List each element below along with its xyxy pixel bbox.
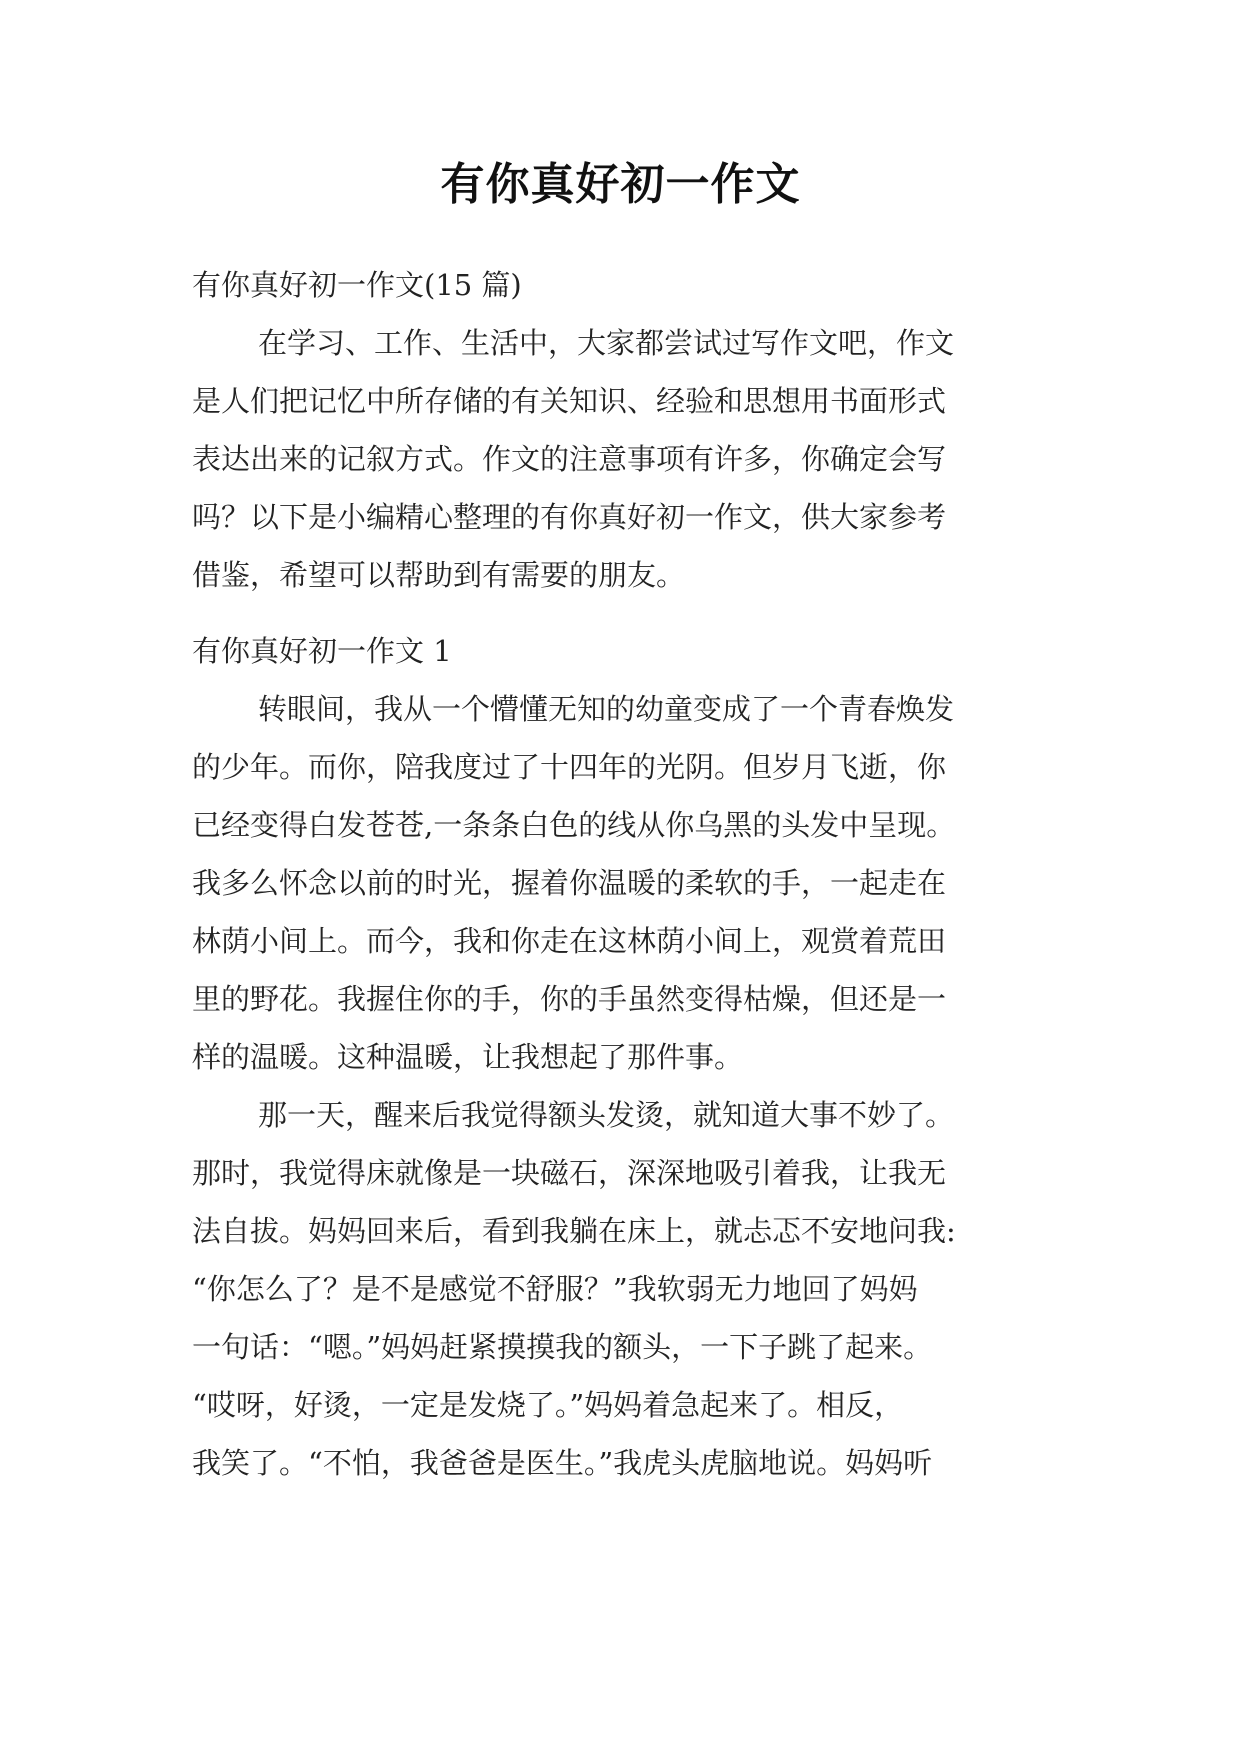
intro-paragraph — [192, 314, 1062, 604]
paragraph-line: 样的温暖。这种温暖，让我想起了那件事。 — [192, 1040, 744, 1074]
paragraph-line: 林荫小间上。而今，我和你走在这林荫小间上，观赏着荒田 — [192, 924, 947, 958]
paragraph-line: 的少年。而你，陪我度过了十四年的光阴。但岁月飞逝，你 — [192, 750, 947, 784]
paragraph-line: 我多么怀念以前的时光，握着你温暖的柔软的手，一起走在 — [192, 866, 947, 900]
paragraph-line: 我笑了。“不怕，我爸爸是医生。”我虎头虎脑地说。妈妈听 — [192, 1446, 933, 1480]
paragraph-line: “你怎么了？是不是感觉不舒服？”我软弱无力地回了妈妈 — [192, 1272, 918, 1306]
paragraph-line: 已经变得白发苍苍,一条条白色的线从你乌黑的头发中呈现。 — [192, 808, 956, 842]
intro-line: 表达出来的记叙方式。作文的注意事项有许多，你确定会写 — [192, 442, 947, 476]
body-paragraph-2 — [192, 1086, 1062, 1492]
paragraph-line: “哎呀，好烫，一定是发烧了。”妈妈着急起来了。相反， — [192, 1388, 904, 1422]
paragraph-line: 法自拔。妈妈回来后，看到我躺在床上，就忐忑不安地问我: — [192, 1214, 956, 1248]
paragraph-line: 那时，我觉得床就像是一块磁石，深深地吸引着我，让我无 — [192, 1156, 947, 1190]
intro-line: 借鉴，希望可以帮助到有需要的朋友。 — [192, 558, 686, 592]
intro-line: 吗？以下是小编精心整理的有你真好初一作文，供大家参考 — [192, 500, 947, 534]
document-subtitle-block — [192, 256, 1062, 314]
section-heading: 有你真好初一作文 1 — [192, 634, 452, 668]
intro-line: 是人们把记忆中所存储的有关知识、经验和思想用书面形式 — [192, 384, 947, 418]
section-heading-block — [192, 622, 1062, 680]
intro-line: 在学习、工作、生活中，大家都尝试过写作文吧，作文 — [258, 326, 955, 360]
paragraph-line: 一句话：“嗯。”妈妈赶紧摸摸我的额头，一下子跳了起来。 — [192, 1330, 933, 1364]
body-paragraph-1 — [192, 680, 1062, 1086]
paragraph-line: 那一天，醒来后我觉得额头发烫，就知道大事不妙了。 — [258, 1098, 955, 1132]
paragraph-line: 里的野花。我握住你的手，你的手虽然变得枯燥，但还是一 — [192, 982, 947, 1016]
document-subtitle: 有你真好初一作文(15 篇) — [192, 268, 522, 302]
paragraph-line: 转眼间，我从一个懵懂无知的幼童变成了一个青春焕发 — [258, 692, 955, 726]
document-title: 有你真好初一作文 — [440, 159, 801, 210]
